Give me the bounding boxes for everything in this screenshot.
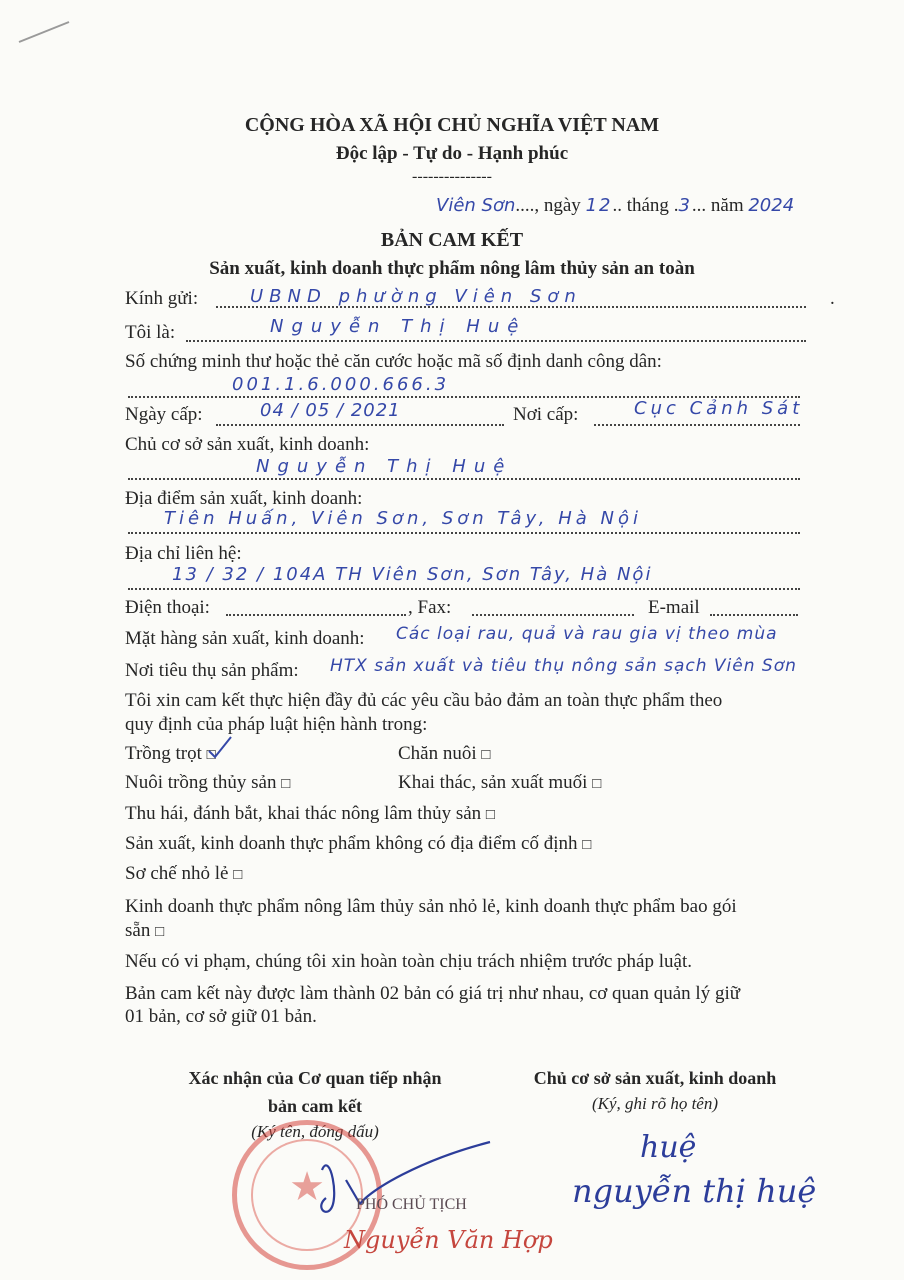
chu-co-so-value: Nguyễn Thị Huệ bbox=[256, 456, 513, 477]
option-kinh-doanh[interactable]: sẵn □ bbox=[125, 920, 165, 941]
option-khai-thac-muoi[interactable]: Khai thác, sản xuất muối □ bbox=[398, 772, 602, 793]
ban-cam-ket-line2: 01 bản, cơ sở giữ 01 bản. bbox=[125, 1006, 317, 1027]
document-title: BẢN CAM KẾT bbox=[380, 229, 524, 251]
dien-thoai-label: Điện thoại: bbox=[125, 597, 210, 618]
commit-intro-line1: Tôi xin cam kết thực hiện đầy đủ các yêu cầu bảo đảm an toàn thực phẩm theo bbox=[125, 690, 723, 711]
checkmark-icon bbox=[205, 733, 235, 763]
commit-intro-line2: quy định của pháp luật hiện hành trong: bbox=[125, 714, 428, 735]
ban-cam-ket-line1: Bản cam kết này được làm thành 02 bản có giá trị như nhau, cơ quan quản lý giữ bbox=[125, 983, 741, 1004]
dateline-day: 12 bbox=[585, 195, 613, 216]
country-heading: CỘNG HÒA XÃ HỘI CHỦ NGHĨA VIỆT NAM bbox=[244, 114, 660, 136]
checkbox-kinh-doanh[interactable]: □ bbox=[155, 924, 165, 940]
sign-left-name: Nguyễn Văn Hợp bbox=[344, 1226, 553, 1254]
option-nuoi-trong[interactable]: Nuôi trồng thủy sản □ bbox=[125, 772, 291, 793]
checkbox-khai-thac-muoi[interactable]: □ bbox=[592, 776, 602, 792]
noi-tieu-thu-label: Nơi tiêu thụ sản phẩm: bbox=[125, 660, 299, 681]
dateline-month: 3 bbox=[678, 195, 692, 216]
kinh-gui-value: UBND phường Viên Sơn bbox=[250, 286, 582, 307]
motto: Độc lập - Tự do - Hạnh phúc bbox=[335, 143, 569, 164]
official-stamp: ★ bbox=[232, 1120, 382, 1270]
cccd-value: 001.1.6.000.666.3 bbox=[232, 374, 450, 395]
document-subtitle: Sản xuất, kinh doanh thực phẩm nông lâm thủy sản an toàn bbox=[209, 258, 695, 279]
dateline: Viên Sơn...., ngày 12.. tháng .3... năm 2024 bbox=[436, 195, 795, 216]
checkbox-nuoi-trong[interactable]: □ bbox=[281, 776, 291, 792]
sign-left-title2: bản cam kết bbox=[268, 1096, 362, 1116]
checkbox-khong-dia-diem[interactable]: □ bbox=[582, 837, 592, 853]
noi-cap-value: Cục Cảnh Sát bbox=[634, 398, 804, 419]
fax-label: , Fax: bbox=[408, 597, 452, 618]
noi-tieu-thu-value: HTX sản xuất và tiêu thụ nông sản sạch Viên Sơn bbox=[330, 656, 797, 676]
option-kinh-doanh-line1: Kinh doanh thực phẩm nông lâm thủy sản nhỏ lẻ, kinh doanh thực phẩm bao gói bbox=[125, 896, 737, 917]
noi-cap-label: Nơi cấp: bbox=[513, 404, 579, 425]
checkbox-chan-nuoi[interactable]: □ bbox=[481, 747, 491, 763]
option-trong-trot[interactable]: Trồng trọt □ bbox=[125, 743, 216, 765]
sign-right-signature-full: nguyễn thị huệ bbox=[572, 1172, 817, 1210]
sign-right-signature-short: huệ bbox=[640, 1130, 697, 1165]
ngay-cap-label: Ngày cấp: bbox=[125, 404, 203, 425]
checkbox-so-che[interactable]: □ bbox=[233, 867, 243, 883]
sign-left-position: PHÓ CHỦ TỊCH bbox=[356, 1196, 467, 1213]
checkbox-trong-trot[interactable]: □ bbox=[207, 747, 216, 763]
dia-chi-label: Địa chỉ liên hệ: bbox=[125, 543, 242, 564]
chu-co-so-label: Chủ cơ sở sản xuất, kinh doanh: bbox=[125, 434, 370, 455]
dia-chi-value: 13 / 32 / 104A TH Viên Sơn, Sơn Tây, Hà Nội bbox=[172, 564, 653, 585]
toi-la-label: Tôi là: bbox=[125, 322, 176, 343]
mat-hang-label: Mặt hàng sản xuất, kinh doanh: bbox=[125, 628, 365, 649]
toi-la-value: Nguyễn Thị Huệ bbox=[270, 316, 527, 337]
kinh-gui-label: Kính gửi: bbox=[125, 288, 199, 309]
option-chan-nuoi[interactable]: Chăn nuôi □ bbox=[398, 743, 491, 764]
mat-hang-value: Các loại rau, quả và rau gia vị theo mùa bbox=[396, 624, 778, 644]
option-thu-hai[interactable]: Thu hái, đánh bắt, khai thác nông lâm thủy sản □ bbox=[125, 803, 495, 824]
dia-diem-value: Tiên Huấn, Viên Sơn, Sơn Tây, Hà Nội bbox=[164, 508, 643, 529]
sign-right-note: (Ký, ghi rõ họ tên) bbox=[591, 1094, 719, 1113]
pen-mark bbox=[14, 12, 74, 52]
vi-pham-text: Nếu có vi phạm, chúng tôi xin hoàn toàn chịu trách nhiệm trước pháp luật. bbox=[125, 951, 692, 972]
cccd-label: Số chứng minh thư hoặc thẻ căn cước hoặc mã số định danh công dân: bbox=[125, 351, 662, 372]
email-label: E-mail bbox=[648, 597, 700, 618]
header-rule: --------------- bbox=[412, 168, 492, 185]
checkbox-thu-hai[interactable]: □ bbox=[485, 807, 495, 823]
dateline-year: 2024 bbox=[748, 195, 795, 216]
dateline-place: Viên Sơn bbox=[436, 195, 516, 216]
sign-left-title1: Xác nhận của Cơ quan tiếp nhận bbox=[188, 1068, 442, 1088]
document-page: CỘNG HÒA XÃ HỘI CHỦ NGHĨA VIỆT NAM Độc lập - Tự do - Hạnh phúc --------------- Viên Sơn...., ngày 12.. tháng .3... năm 2024 BẢN CAM KẾT Sản xuất, kinh doanh thực phẩm nông lâm thủy sản an toàn Kính gửi: UBND phường Viên Sơn . Tôi là: Nguyễn Thị Huệ Số chứng minh thư hoặc thẻ căn cước hoặc mã số định danh công dân: 001.1.6.000.666.3 Ngày cấp: 04 / 05 / 2021 Nơi cấp: Cục Cảnh Sát Chủ cơ sở sản xuất, kinh doanh: Nguyễn Thị Huệ Địa điểm sản xuất, kinh doanh: Tiên Huấn, Viên Sơn, Sơn Tây, Hà Nội Địa chỉ liên hệ: 13 / 32 / 104A TH Viên Sơn, Sơn Tây, Hà Nội Điện thoại: , Fax: E-mail Mặt hàng sản xuất, kinh doanh: Các loại rau, quả và rau gia vị theo mùa Nơi tiêu thụ sản phẩm: HTX sản xuất và tiêu thụ nông sản sạch Viên Sơn Tôi xin cam kết thực hiện đầy đủ các yêu cầu bảo đảm an toàn thực phẩm theo quy định của pháp luật hiện hành trong: Trồng trọt □ Chăn nuôi □ Nuôi trồng thủy sản □ Khai thác, sản xuất muối □ Thu hái, đánh bắt, khai thác nông lâm thủy sản □ Sản xuất, kinh doanh thực phẩm không có địa điểm cố định □ Sơ chế nhỏ lẻ □ Kinh doanh thực phẩm nông lâm thủy sản nhỏ lẻ, kinh doanh thực phẩm bao gói sẵn □ Nếu có vi phạm, chúng tôi xin hoàn toàn chịu trách nhiệm trước pháp luật. Bản cam kết này được làm thành 02 bản có giá trị như nhau, cơ quan quản lý giữ 01 bản, cơ sở giữ 01 bản. Xác nhận của Cơ quan tiếp nhận bản cam kết (Ký tên, đóng dấu) ★ PHÓ CHỦ TỊCH Nguyễn Văn Hợp Chủ cơ sở sản xuất, kinh doanh (Ký, ghi rõ họ tên) huệ nguyễn thị huệ bbox=[0, 0, 904, 1280]
sign-left-note: (Ký tên, đóng dấu) bbox=[251, 1122, 379, 1141]
option-khong-dia-diem[interactable]: Sản xuất, kinh doanh thực phẩm không có địa điểm cố định □ bbox=[125, 833, 592, 854]
option-so-che[interactable]: Sơ chế nhỏ lẻ □ bbox=[125, 863, 243, 884]
ngay-cap-value: 04 / 05 / 2021 bbox=[260, 400, 401, 421]
sign-right-title: Chủ cơ sở sản xuất, kinh doanh bbox=[533, 1068, 777, 1088]
dia-diem-label: Địa điểm sản xuất, kinh doanh: bbox=[125, 488, 363, 509]
